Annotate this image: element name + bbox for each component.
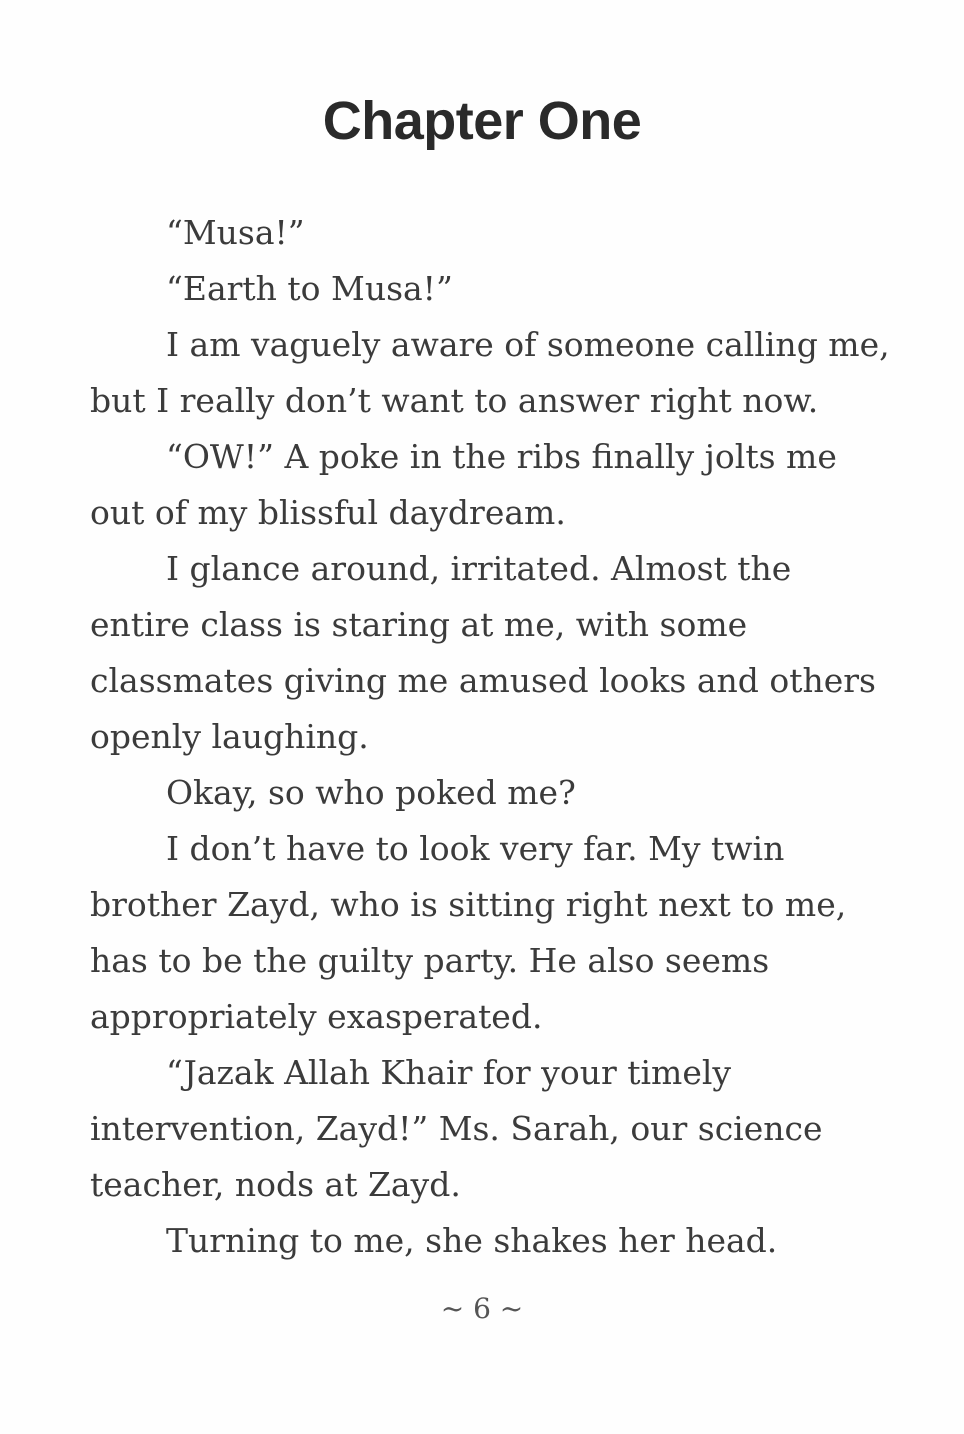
paragraph: “Musa!” [166, 213, 305, 252]
paragraph: Turning to me, she shakes her head. [166, 1221, 778, 1260]
paragraph: I don’t have to look very far. My twin brother Zayd, who is sitting right next to me, has to be the guilty party. He also seems appropriately exasperated. [90, 829, 847, 1036]
paragraph: “Earth to Musa!” [166, 269, 453, 308]
paragraph: “OW!” A poke in the ribs finally jolts me out of my blissful daydream. [90, 437, 837, 532]
paragraph: Okay, so who poked me? [166, 773, 576, 812]
chapter-body [90, 205, 890, 1269]
paragraph: I glance around, irritated. Almost the entire class is staring at me, with some classmates giving me amused looks and others openly laughing. [90, 549, 876, 756]
paragraph: “Jazak Allah Khair for your timely intervention, Zayd!” Ms. Sarah, our science teacher, nods at Zayd. [90, 1053, 823, 1204]
paragraph: I am vaguely aware of someone calling me, but I really don’t want to answer right now. [90, 325, 890, 420]
page-number: ~ 6 ~ [440, 1292, 524, 1325]
chapter-title: Chapter One [322, 91, 642, 151]
